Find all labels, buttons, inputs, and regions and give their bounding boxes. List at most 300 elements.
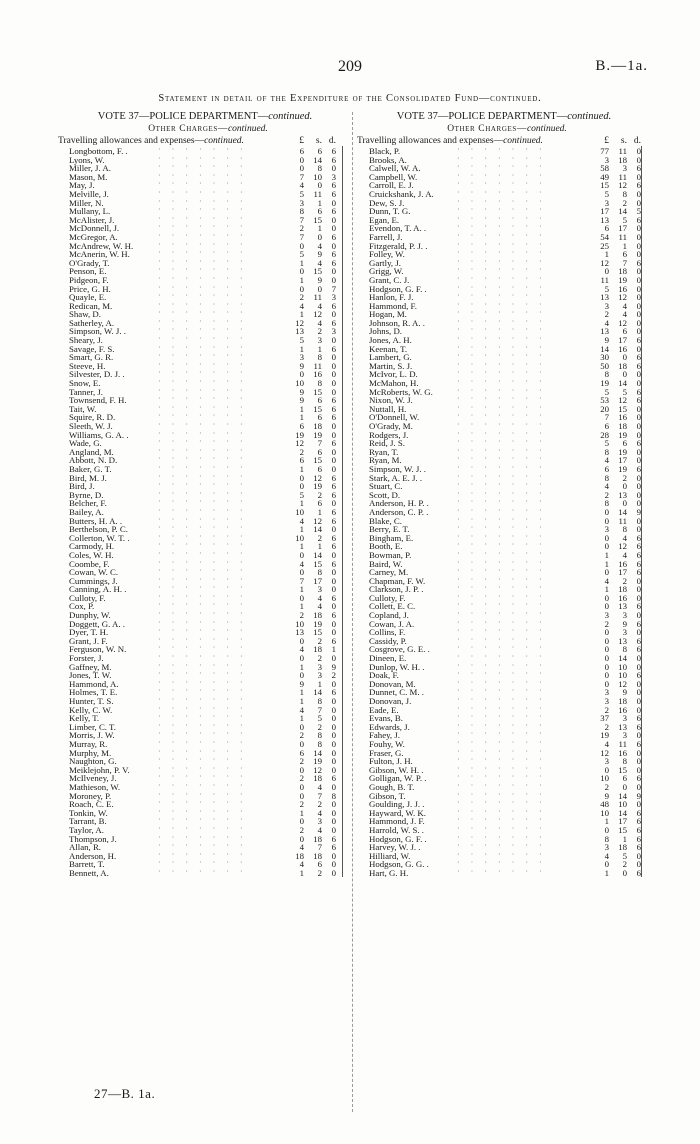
- pounds-value: 7: [604, 412, 609, 423]
- pounds-value: 28: [600, 429, 609, 440]
- shillings-value: 15: [618, 824, 627, 835]
- dot-leader: ·······: [158, 472, 254, 481]
- shillings-value: 0: [622, 498, 627, 509]
- pence-value: 0: [331, 163, 336, 174]
- entry-name: Hammond, A.: [69, 678, 119, 689]
- entry-name: Tonkin, W.: [69, 807, 108, 818]
- pence-value: 0: [636, 249, 641, 260]
- dot-leader: ·······: [158, 446, 254, 455]
- dot-leader: ·······: [457, 154, 553, 163]
- pence-value: 6: [331, 687, 336, 698]
- pence-value: 6: [331, 610, 336, 621]
- entry-name: Longbottom, F. .: [69, 146, 128, 156]
- pence-value: 6: [331, 395, 336, 406]
- subhead: [58, 124, 358, 134]
- pence-value: 6: [636, 867, 641, 878]
- pence-value: 0: [331, 696, 336, 706]
- dot-leader: ·······: [158, 592, 254, 601]
- dot-leader: ·······: [457, 429, 553, 438]
- shillings-value: 18: [313, 610, 322, 621]
- pence-value: 0: [636, 687, 641, 698]
- entry-name: Brooks, A.: [369, 154, 407, 165]
- shillings-value: 3: [622, 713, 627, 724]
- pounds-value: 4: [604, 738, 609, 749]
- pence-value: 9: [636, 506, 641, 517]
- entry-name: Evendon, T. A. .: [369, 223, 427, 234]
- pounds-value: 0: [299, 163, 304, 174]
- pounds-value: 12: [295, 438, 304, 449]
- entry-name: Copland, J.: [369, 610, 409, 621]
- pence-value: 0: [636, 730, 641, 741]
- pence-value: 0: [636, 799, 641, 810]
- entry-name: Quayle, E.: [69, 292, 107, 303]
- pounds-value: 1: [299, 696, 304, 706]
- pounds-value: 4: [299, 859, 304, 870]
- shillings-value: 5: [622, 386, 627, 397]
- pounds-value: 1: [299, 807, 304, 818]
- entry-name: Fouhy, W.: [369, 738, 405, 749]
- shillings-value: 10: [618, 661, 627, 672]
- pence-value: 6: [331, 257, 336, 268]
- dot-leader: ·······: [457, 472, 553, 481]
- pounds-value: 4: [299, 644, 304, 655]
- shillings-value: 8: [622, 524, 627, 535]
- subhead-continued: continued.: [227, 124, 268, 134]
- shillings-value: 14: [313, 747, 322, 758]
- pounds-value: 0: [604, 532, 609, 543]
- dot-leader: ·······: [158, 850, 254, 859]
- pounds-value: 0: [604, 653, 609, 664]
- shillings-value: 9: [622, 687, 627, 698]
- pence-value: 0: [636, 661, 641, 672]
- pounds-value: 2: [299, 292, 304, 303]
- pence-value: 6: [331, 773, 336, 784]
- pounds-value: 1: [299, 541, 304, 552]
- pounds-value: 1: [299, 584, 304, 595]
- dot-leader: ·······: [457, 756, 553, 765]
- dot-leader: ·······: [457, 438, 553, 447]
- pence-value: 6: [331, 300, 336, 311]
- pence-value: 1: [331, 644, 336, 655]
- pence-value: 0: [331, 618, 336, 629]
- shillings-value: 15: [313, 558, 322, 569]
- dot-leader: ·······: [158, 601, 254, 610]
- shillings-value: 8: [622, 188, 627, 199]
- pounds-value: 2: [604, 618, 609, 629]
- entry-name: Melville, J.: [69, 188, 109, 199]
- entry-name: Edwards, J.: [369, 721, 410, 732]
- pence-value: 6: [636, 842, 641, 853]
- pence-value: 0: [636, 498, 641, 509]
- entry-name: Hammond, J. F.: [369, 816, 425, 827]
- entry-name: Stark, A. E. J. .: [369, 472, 423, 483]
- dot-leader: ·······: [158, 635, 254, 644]
- dot-leader: ·······: [158, 498, 254, 507]
- vote-title-continued: continued.: [268, 111, 313, 122]
- shillings-value: 3: [317, 670, 322, 681]
- dot-leader: ·······: [158, 481, 254, 490]
- pence-value: 0: [331, 429, 336, 440]
- dot-leader: ·······: [457, 386, 553, 395]
- shillings-value: 2: [317, 721, 322, 732]
- pounds-value: 10: [295, 378, 304, 389]
- shillings-value: 6: [317, 859, 322, 870]
- shillings-value: 15: [313, 214, 322, 225]
- shillings-value: 2: [622, 197, 627, 208]
- dot-leader: ·······: [158, 369, 254, 378]
- entry-name: Ryan, T.: [369, 446, 399, 457]
- dot-leader: ·······: [158, 790, 254, 799]
- dot-leader: ·······: [158, 653, 254, 662]
- pounds-value: 2: [604, 489, 609, 500]
- pounds-value: 5: [299, 188, 304, 199]
- shillings-value: 17: [618, 455, 627, 466]
- pence-value: 6: [331, 403, 336, 414]
- entry-name: Simpson, W. J. .: [69, 326, 126, 337]
- pounds-value: 0: [299, 833, 304, 844]
- shillings-value: 8: [317, 696, 322, 706]
- pence-value: 0: [331, 781, 336, 792]
- entry-name: Reid, J. S.: [369, 438, 405, 449]
- pence-value: 0: [331, 352, 336, 363]
- pounds-value: 1: [299, 601, 304, 612]
- pence-value: 6: [636, 713, 641, 724]
- subhead: [357, 124, 657, 134]
- dot-leader: ·······: [457, 335, 553, 344]
- pounds-value: 6: [604, 463, 609, 474]
- shillings-value: 19: [313, 618, 322, 629]
- shillings-value: 16: [618, 747, 627, 758]
- dot-leader: ·······: [457, 378, 553, 387]
- dot-leader: ·······: [457, 171, 553, 180]
- dot-leader: ·······: [457, 670, 553, 679]
- dot-leader: ·······: [158, 696, 254, 704]
- dot-leader: ·······: [457, 635, 553, 644]
- shillings-value: 1: [317, 343, 322, 354]
- entry-name: Farrell, J.: [369, 231, 403, 242]
- pounds-value: 3: [604, 154, 609, 165]
- dot-leader: ·······: [457, 764, 553, 773]
- dot-leader: ·······: [158, 524, 254, 533]
- entry-name: Cummings, J.: [69, 575, 118, 586]
- entry-name: Donovan, M.: [369, 678, 416, 689]
- shillings-value: 4: [317, 317, 322, 328]
- caption-continued: continued.: [503, 136, 543, 146]
- pounds-value: 9: [299, 360, 304, 371]
- pence-value: 6: [636, 670, 641, 681]
- shillings-value: 16: [618, 704, 627, 715]
- shillings-value: 14: [313, 154, 322, 165]
- dot-leader: ·······: [457, 575, 553, 584]
- pence-value: 3: [331, 171, 336, 182]
- shillings-value: 6: [317, 498, 322, 509]
- dot-leader: ·······: [158, 412, 254, 421]
- pounds-value: 4: [299, 180, 304, 191]
- entry-name: Satherley, A.: [69, 317, 115, 328]
- dot-leader: ·······: [457, 807, 553, 816]
- pence-value: 0: [636, 403, 641, 414]
- shillings-value: 19: [618, 463, 627, 474]
- pence-value: 0: [636, 781, 641, 792]
- dot-leader: ·······: [158, 816, 254, 825]
- pence-value: 0: [636, 472, 641, 483]
- pence-header: d.: [633, 136, 641, 146]
- shillings-value: 1: [622, 240, 627, 251]
- dot-leader: ·······: [457, 721, 553, 730]
- shillings-value: 6: [317, 206, 322, 217]
- pence-value: 0: [636, 747, 641, 758]
- entry-name: Goulding, J. J. .: [369, 799, 425, 810]
- dot-leader: ·······: [158, 644, 254, 653]
- shillings-value: 11: [618, 515, 627, 526]
- shillings-value: 9: [317, 274, 322, 285]
- table-caption: [58, 136, 244, 146]
- pounds-value: 14: [600, 343, 609, 354]
- entry-name: Baird, W.: [369, 558, 403, 569]
- pounds-value: 13: [600, 214, 609, 225]
- pounds-value: 3: [604, 610, 609, 621]
- shillings-value: 6: [622, 249, 627, 260]
- pence-value: 0: [636, 412, 641, 423]
- pence-value: 6: [636, 395, 641, 406]
- dot-leader: ·······: [158, 214, 254, 223]
- dot-leader: ·······: [158, 343, 254, 352]
- shillings-value: 14: [313, 524, 322, 535]
- right-column: [357, 111, 657, 877]
- entry-name: Egan, E.: [369, 214, 400, 225]
- pence-value: 0: [331, 524, 336, 535]
- dot-leader: ·······: [158, 764, 254, 773]
- dot-leader: ·······: [457, 687, 553, 696]
- entry-name: Black, P.: [369, 146, 401, 156]
- entry-name: Thompson, J.: [69, 833, 117, 844]
- entry-name: Gibson, T.: [369, 790, 406, 801]
- pounds-value: 12: [600, 257, 609, 268]
- entry-name: Savage, F. S.: [69, 343, 115, 354]
- shillings-value: 14: [618, 206, 627, 217]
- dot-leader: ·······: [457, 644, 553, 653]
- shillings-value: 2: [317, 635, 322, 646]
- pence-value: 0: [331, 549, 336, 560]
- dot-leader: ·······: [158, 721, 254, 730]
- dot-leader: ·······: [457, 506, 553, 515]
- dot-leader: ·······: [457, 592, 553, 601]
- pence-value: 0: [331, 756, 336, 767]
- pence-value: 6: [636, 824, 641, 835]
- pence-value: 6: [331, 180, 336, 191]
- entry-name: Meiklejohn, P. V.: [69, 764, 130, 775]
- shillings-value: 0: [622, 867, 627, 878]
- entry-name: Cassidy, P.: [369, 635, 407, 646]
- pence-value: 0: [636, 197, 641, 208]
- pounds-value: 19: [600, 378, 609, 389]
- dot-leader: ·······: [457, 481, 553, 490]
- shillings-value: 16: [618, 412, 627, 423]
- pence-value: 0: [331, 867, 336, 878]
- dot-leader: ·······: [457, 163, 553, 172]
- shillings-value: 6: [622, 773, 627, 784]
- dot-leader: ·······: [158, 738, 254, 747]
- shillings-value: 10: [313, 171, 322, 182]
- entry-name: Kelly, T.: [69, 713, 100, 724]
- dot-leader: ·······: [457, 730, 553, 739]
- entry-name: Nuttall, H.: [369, 403, 407, 414]
- shillings-value: 17: [618, 335, 627, 346]
- dot-leader: ·······: [457, 524, 553, 533]
- dot-leader: ·······: [158, 747, 254, 756]
- dot-leader: ·······: [457, 223, 553, 232]
- pence-value: 6: [636, 721, 641, 732]
- pence-value: 6: [636, 438, 641, 449]
- entry-name: Townsend, F. H.: [69, 395, 127, 406]
- shillings-value: 4: [622, 300, 627, 311]
- pounds-value: 0: [604, 635, 609, 646]
- pence-value: 0: [636, 524, 641, 535]
- shillings-header: s.: [620, 136, 627, 146]
- dot-leader: ·······: [158, 704, 254, 713]
- pence-value: 6: [331, 412, 336, 423]
- shillings-value: 4: [317, 240, 322, 251]
- dot-leader: ·······: [457, 463, 553, 472]
- shillings-value: 2: [317, 489, 322, 500]
- pounds-value: 0: [604, 541, 609, 552]
- pounds-header: £: [299, 136, 304, 146]
- pence-value: 0: [331, 730, 336, 741]
- entry-name: Grigg, W.: [369, 266, 404, 277]
- pounds-value: 1: [299, 498, 304, 509]
- shillings-value: 2: [317, 532, 322, 543]
- pounds-value: 5: [299, 489, 304, 500]
- pence-value: 6: [331, 206, 336, 217]
- shillings-value: 17: [313, 575, 322, 586]
- pence-value: 0: [636, 223, 641, 234]
- pounds-value: 9: [604, 335, 609, 346]
- pounds-value: 4: [604, 575, 609, 586]
- dot-leader: ·······: [158, 171, 254, 180]
- entry-name: Abbott, N. D.: [69, 455, 118, 466]
- shillings-value: 12: [618, 317, 627, 328]
- dot-leader: ·······: [158, 584, 254, 593]
- pence-value: 0: [331, 498, 336, 509]
- dot-leader: ·······: [158, 532, 254, 541]
- shillings-value: 12: [618, 541, 627, 552]
- shillings-value: 8: [317, 567, 322, 578]
- entry-name: Jones, A. H.: [369, 335, 412, 346]
- entry-name: Martin, S. J.: [369, 360, 413, 371]
- shillings-value: 10: [618, 670, 627, 681]
- pence-value: 0: [636, 446, 641, 457]
- pounds-value: 13: [295, 627, 304, 638]
- pounds-value: 3: [604, 756, 609, 767]
- pounds-value: 1: [299, 713, 304, 724]
- shillings-value: 2: [622, 859, 627, 870]
- entry-name: O'Grady, T.: [69, 257, 110, 268]
- entry-name: Stuart, C.: [369, 481, 403, 492]
- shillings-value: 16: [618, 343, 627, 354]
- pounds-value: 0: [299, 592, 304, 603]
- dot-leader: ·······: [457, 266, 553, 275]
- pence-value: 0: [331, 567, 336, 578]
- shillings-value: 16: [618, 283, 627, 294]
- pounds-value: 1: [604, 249, 609, 260]
- pounds-value: 10: [600, 773, 609, 784]
- pounds-value: 6: [299, 455, 304, 466]
- pounds-value: 0: [299, 764, 304, 775]
- entry-name: Carney, M.: [369, 567, 409, 578]
- pence-value: 6: [636, 601, 641, 612]
- dot-leader: ·······: [457, 601, 553, 610]
- entry-name: Wade, G.: [69, 438, 102, 449]
- shillings-value: 7: [317, 790, 322, 801]
- pounds-value: 0: [604, 592, 609, 603]
- dot-leader: ·······: [158, 395, 254, 404]
- dot-leader: ·······: [457, 842, 553, 851]
- dot-leader: ·······: [457, 146, 553, 154]
- dot-leader: ·······: [158, 713, 254, 722]
- pounds-value: 1: [299, 524, 304, 535]
- pence-value: 6: [636, 618, 641, 629]
- pence-value: 6: [636, 816, 641, 827]
- dot-leader: ·······: [158, 309, 254, 318]
- pence-value: 0: [636, 481, 641, 492]
- pence-value: 6: [331, 532, 336, 543]
- shillings-value: 18: [313, 421, 322, 431]
- pence-value: 0: [636, 704, 641, 715]
- shillings-value: 18: [313, 644, 322, 655]
- pounds-header: £: [604, 136, 609, 146]
- shillings-value: 2: [622, 575, 627, 586]
- dot-leader: ·······: [158, 180, 254, 189]
- pounds-value: 8: [604, 472, 609, 483]
- shillings-value: 18: [313, 850, 322, 861]
- entry-name: Taylor, A.: [69, 824, 104, 835]
- dot-leader: ·······: [457, 781, 553, 790]
- pounds-value: 37: [600, 713, 609, 724]
- pence-value: 0: [331, 653, 336, 664]
- shillings-value: 4: [317, 257, 322, 268]
- pence-value: 6: [636, 549, 641, 560]
- pence-value: 6: [636, 463, 641, 474]
- shillings-value: 18: [618, 360, 627, 371]
- entry-name: Steeve, H.: [69, 360, 106, 371]
- shillings-value: 14: [313, 549, 322, 560]
- pounds-value: 1: [299, 343, 304, 354]
- dot-leader: ·······: [158, 824, 254, 833]
- pence-value: 0: [636, 575, 641, 586]
- entry-name: Kelly, C. W.: [69, 704, 113, 715]
- shillings-value: 10: [618, 799, 627, 810]
- entry-name: Murray, R.: [69, 738, 108, 749]
- dot-leader: ·······: [158, 257, 254, 266]
- entry-name: Lyons, W.: [69, 154, 105, 165]
- entry-name: Miller, J. A.: [69, 163, 111, 174]
- pounds-value: 13: [600, 326, 609, 337]
- dot-leader: ·······: [158, 240, 254, 249]
- shillings-value: 1: [317, 678, 322, 689]
- shillings-value: 17: [618, 816, 627, 827]
- shillings-value: 8: [317, 163, 322, 174]
- entry-name: Bennett, A.: [69, 867, 109, 878]
- pence-value: 6: [331, 481, 336, 492]
- shillings-value: 11: [618, 738, 627, 749]
- shillings-value: 3: [622, 627, 627, 638]
- entry-name: Canning, A. H. .: [69, 584, 127, 595]
- pence-value: 0: [636, 653, 641, 664]
- entry-name: Johnson, R. A. .: [369, 317, 425, 328]
- pence-value: 0: [636, 378, 641, 389]
- pence-value: 0: [636, 610, 641, 621]
- entry-name: Hunter, T. S.: [69, 696, 114, 706]
